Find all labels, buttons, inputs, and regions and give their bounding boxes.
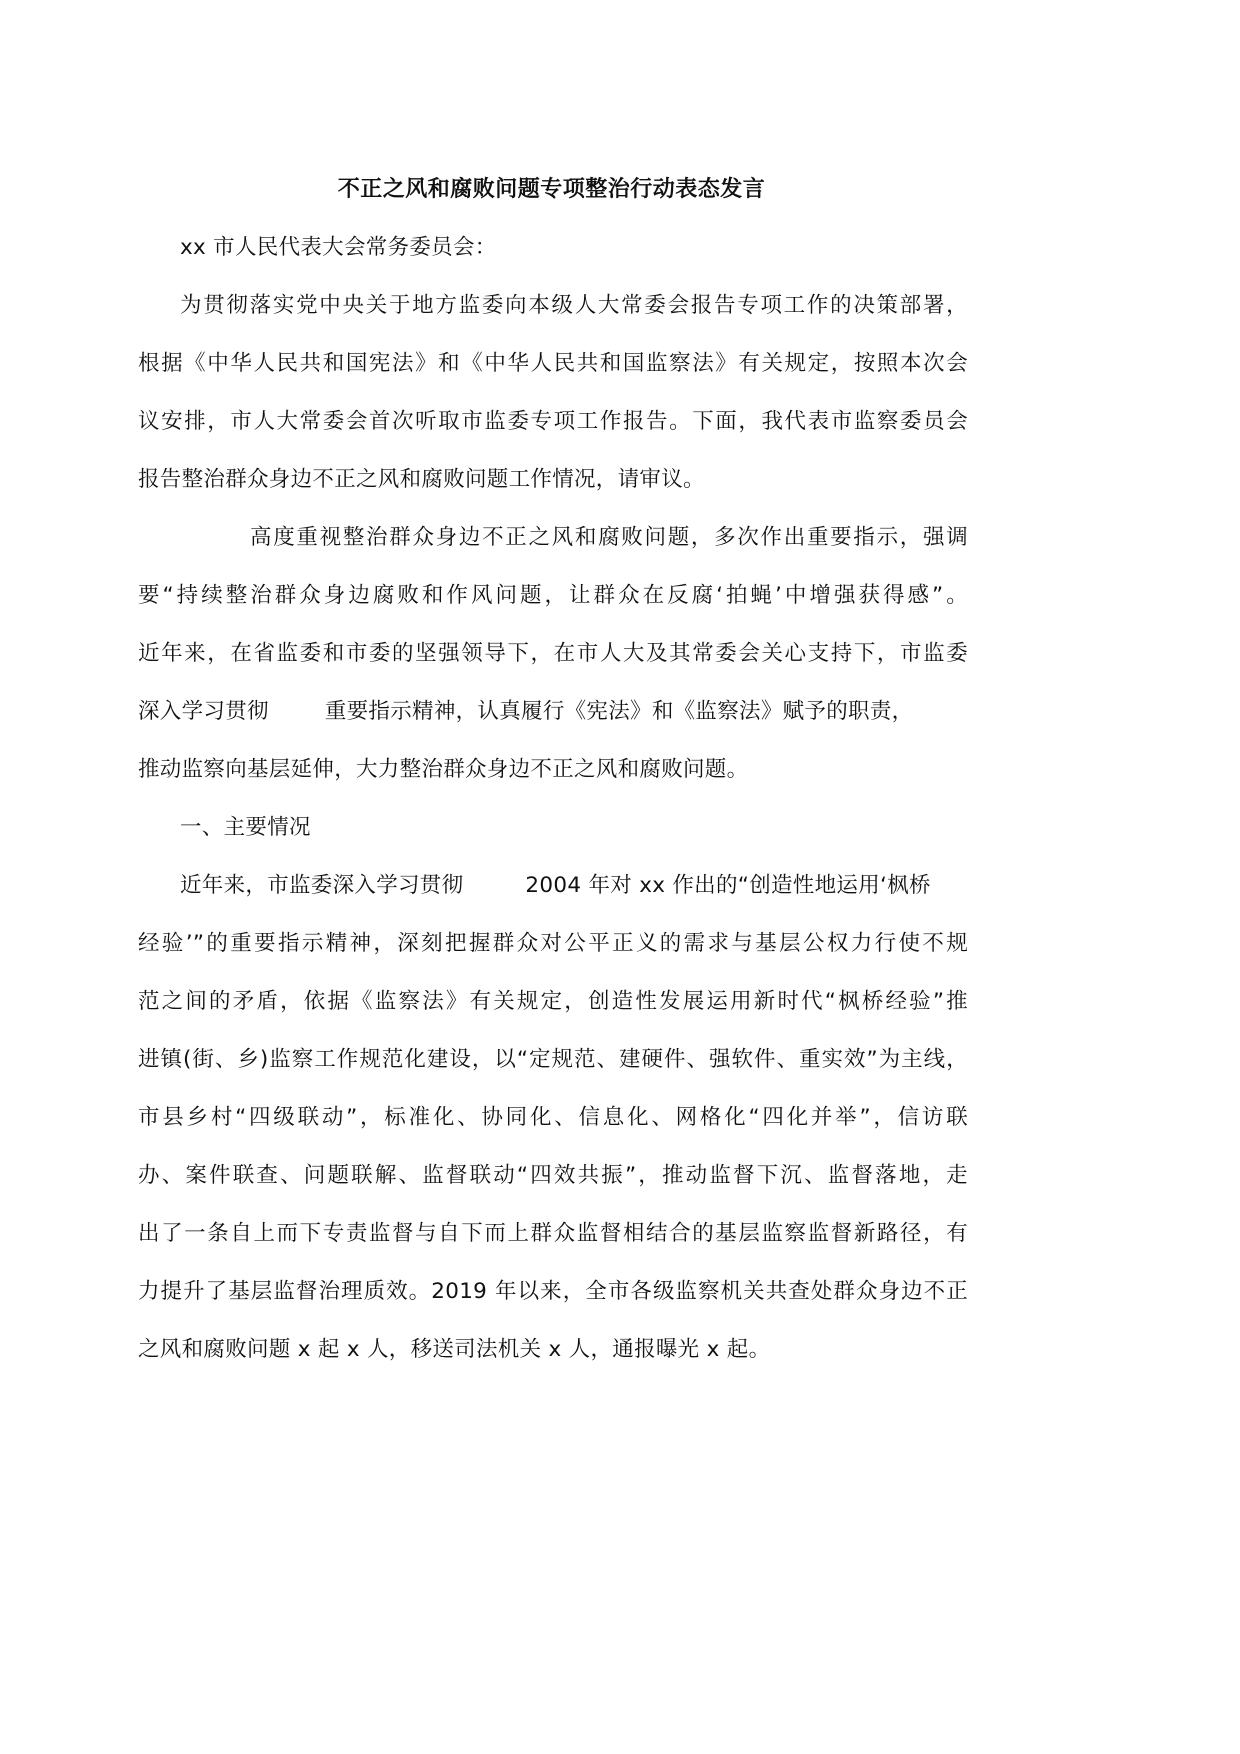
paragraph-segment: 近年来，市监委深入学习贯彻	[180, 873, 464, 898]
paragraph-line: 要“持续整治群众身边腐败和作风问题，让群众在反腐‘拍蝇’中增强获得感”。	[138, 583, 968, 608]
paragraph-line: 报告整治群众身边不正之风和腐败问题工作情况，请审议。	[138, 467, 705, 492]
paragraph-segment: 2004 年对 xx 作出的“创造性地运用‘枫桥	[525, 873, 931, 898]
salutation: xx 市人民代表大会常务委员会：	[180, 235, 497, 260]
paragraph-line: 范之间的矛盾，依据《监察法》有关规定，创造性发展运用新时代“枫桥经验”推	[138, 989, 968, 1014]
paragraph-line	[180, 866, 968, 906]
document-title: 不正之风和腐败问题专项整治行动表态发言	[337, 177, 766, 202]
paragraph-line: 近年来，在省监委和市委的坚强领导下，在市人大及其常委会关心支持下，市监委	[138, 641, 968, 666]
paragraph-line: 市县乡村“四级联动”，标准化、协同化、信息化、网格化“四化并举”，信访联	[138, 1105, 968, 1130]
paragraph-line: 进镇(街、乡)监察工作规范化建设，以“定规范、建硬件、强软件、重实效”为主线，	[138, 1047, 968, 1072]
paragraph-line: 经验’”的重要指示精神，深刻把握群众对公平正义的需求与基层公权力行使不规	[138, 931, 968, 956]
paragraph-line: 之风和腐败问题 x 起 x 人，移送司法机关 x 人，通报曝光 x 起。	[138, 1337, 771, 1362]
paragraph-line: 推动监察向基层延伸，大力整治群众身边不正之风和腐败问题。	[138, 757, 749, 782]
paragraph-line: 高度重视整治群众身边不正之风和腐败问题，多次作出重要指示，强调	[250, 525, 968, 550]
paragraph-line: 根据《中华人民共和国宪法》和《中华人民共和国监察法》有关规定，按照本次会	[138, 351, 968, 376]
paragraph-line: 办、案件联查、问题联解、监督联动“四效共振”，推动监督下沉、监督落地，走	[138, 1163, 968, 1188]
paragraph-segment: 深入学习贯彻	[138, 699, 269, 724]
section-heading: 一、主要情况	[180, 815, 311, 840]
paragraph-line	[138, 692, 968, 732]
paragraph-segment: 重要指示精神，认真履行《宪法》和《监察法》赋予的职责，	[324, 699, 914, 724]
paragraph-line: 议安排，市人大常委会首次听取市监委专项工作报告。下面，我代表市监察委员会	[138, 409, 968, 434]
paragraph-line: 为贯彻落实党中央关于地方监委向本级人大常委会报告专项工作的决策部署，	[180, 293, 968, 318]
paragraph-line: 力提升了基层监督治理质效。2019 年以来，全市各级监察机关共查处群众身边不正	[138, 1279, 968, 1304]
paragraph-line: 出了一条自上而下专责监督与自下而上群众监督相结合的基层监察监督新路径，有	[138, 1221, 968, 1246]
